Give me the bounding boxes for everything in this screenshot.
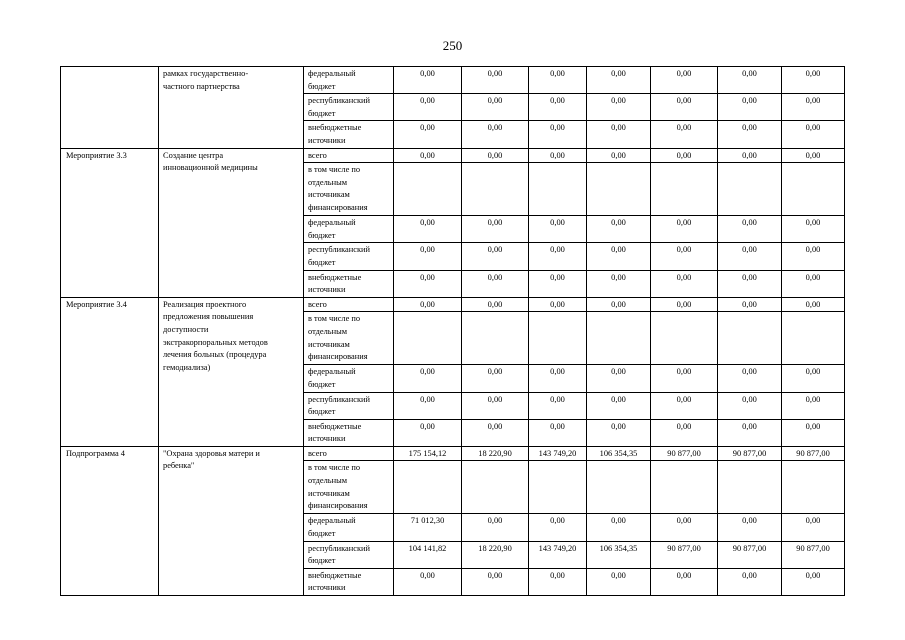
amount-cell: 0,00 (394, 419, 462, 446)
amount-cell: 90 877,00 (651, 541, 718, 568)
amount-cell: 0,00 (651, 67, 718, 94)
amount-cell: 0,00 (718, 419, 782, 446)
amount-cell: 0,00 (651, 243, 718, 270)
amount-cell (529, 312, 587, 365)
amount-cell: 143 749,20 (529, 541, 587, 568)
amount-cell: 0,00 (462, 365, 529, 392)
funding-source: федеральный бюджет (304, 67, 394, 94)
funding-source: федеральный бюджет (304, 216, 394, 243)
amount-cell (587, 461, 651, 514)
amount-cell: 106 354,35 (587, 446, 651, 461)
amount-cell (529, 163, 587, 216)
amount-cell: 0,00 (529, 148, 587, 163)
item-code: Мероприятие 3.3 (61, 148, 159, 297)
amount-cell: 0,00 (651, 216, 718, 243)
amount-cell: 0,00 (718, 67, 782, 94)
amount-cell: 0,00 (394, 365, 462, 392)
amount-cell: 71 012,30 (394, 514, 462, 541)
amount-cell (718, 163, 782, 216)
amount-cell: 0,00 (394, 243, 462, 270)
amount-cell: 0,00 (394, 148, 462, 163)
funding-source: республиканский бюджет (304, 392, 394, 419)
funding-source: в том числе по отдельным источникам финансирования (304, 312, 394, 365)
amount-cell: 0,00 (782, 243, 845, 270)
amount-cell: 90 877,00 (718, 541, 782, 568)
amount-cell: 0,00 (782, 419, 845, 446)
amount-cell: 0,00 (651, 365, 718, 392)
amount-cell: 0,00 (529, 297, 587, 312)
amount-cell (462, 312, 529, 365)
item-name: Создание центра инновационной медицины (159, 148, 304, 297)
amount-cell: 90 877,00 (651, 446, 718, 461)
amount-cell: 0,00 (782, 121, 845, 148)
funding-source: всего (304, 446, 394, 461)
page-number: 250 (442, 38, 463, 53)
funding-source: федеральный бюджет (304, 514, 394, 541)
amount-cell: 90 877,00 (718, 446, 782, 461)
amount-cell: 0,00 (462, 568, 529, 595)
budget-table (60, 66, 845, 596)
amount-cell: 0,00 (587, 270, 651, 297)
amount-cell (651, 163, 718, 216)
amount-cell: 0,00 (718, 216, 782, 243)
amount-cell: 0,00 (462, 297, 529, 312)
amount-cell: 0,00 (718, 392, 782, 419)
item-code: Мероприятие 3.4 (61, 297, 159, 446)
amount-cell: 0,00 (782, 568, 845, 595)
amount-cell: 0,00 (782, 94, 845, 121)
amount-cell: 0,00 (718, 243, 782, 270)
funding-source: внебюджетные источники (304, 270, 394, 297)
amount-cell: 0,00 (587, 148, 651, 163)
amount-cell: 0,00 (782, 392, 845, 419)
amount-cell: 0,00 (782, 270, 845, 297)
amount-cell (782, 163, 845, 216)
amount-cell: 0,00 (462, 67, 529, 94)
item-name: Реализация проектного предложения повышения доступности экстракорпоральных методов лечения больных (процедура гемодиализа) (159, 297, 304, 446)
amount-cell: 0,00 (782, 216, 845, 243)
amount-cell: 0,00 (587, 419, 651, 446)
amount-cell: 0,00 (462, 94, 529, 121)
amount-cell: 90 877,00 (782, 446, 845, 461)
amount-cell: 0,00 (529, 270, 587, 297)
amount-cell: 0,00 (782, 148, 845, 163)
amount-cell: 0,00 (462, 419, 529, 446)
amount-cell: 0,00 (462, 243, 529, 270)
table-row (61, 297, 845, 312)
funding-source: внебюджетные источники (304, 121, 394, 148)
table-row (61, 67, 845, 94)
amount-cell (394, 163, 462, 216)
amount-cell: 0,00 (587, 216, 651, 243)
amount-cell (718, 461, 782, 514)
item-code (61, 67, 159, 149)
amount-cell: 0,00 (782, 365, 845, 392)
amount-cell: 0,00 (529, 568, 587, 595)
amount-cell: 0,00 (718, 514, 782, 541)
amount-cell: 106 354,35 (587, 541, 651, 568)
amount-cell: 0,00 (394, 568, 462, 595)
amount-cell: 0,00 (462, 148, 529, 163)
item-name: "Охрана здоровья матери и ребенка" (159, 446, 304, 595)
amount-cell: 0,00 (394, 94, 462, 121)
amount-cell: 0,00 (782, 514, 845, 541)
amount-cell (782, 461, 845, 514)
funding-source: в том числе по отдельным источникам финансирования (304, 461, 394, 514)
amount-cell: 0,00 (587, 94, 651, 121)
amount-cell: 0,00 (529, 216, 587, 243)
amount-cell: 0,00 (718, 297, 782, 312)
amount-cell: 0,00 (651, 297, 718, 312)
amount-cell: 0,00 (651, 270, 718, 297)
amount-cell (394, 461, 462, 514)
table-body (61, 67, 845, 596)
amount-cell: 0,00 (529, 243, 587, 270)
amount-cell: 104 141,82 (394, 541, 462, 568)
amount-cell: 0,00 (587, 514, 651, 541)
amount-cell: 0,00 (529, 365, 587, 392)
item-name: рамках государственно- частного партнерства (159, 67, 304, 149)
amount-cell: 0,00 (651, 568, 718, 595)
amount-cell: 0,00 (587, 67, 651, 94)
amount-cell: 0,00 (587, 243, 651, 270)
funding-source: республиканский бюджет (304, 541, 394, 568)
amount-cell (529, 461, 587, 514)
amount-cell: 0,00 (394, 270, 462, 297)
amount-cell (462, 461, 529, 514)
amount-cell: 0,00 (529, 67, 587, 94)
amount-cell (651, 461, 718, 514)
item-code: Подпрограмма 4 (61, 446, 159, 595)
amount-cell: 0,00 (718, 148, 782, 163)
amount-cell: 0,00 (394, 67, 462, 94)
funding-source: всего (304, 148, 394, 163)
amount-cell: 0,00 (394, 121, 462, 148)
table-row (61, 446, 845, 461)
amount-cell: 0,00 (462, 514, 529, 541)
amount-cell: 0,00 (587, 568, 651, 595)
funding-source: внебюджетные источники (304, 419, 394, 446)
amount-cell: 0,00 (651, 94, 718, 121)
amount-cell: 175 154,12 (394, 446, 462, 461)
amount-cell: 18 220,90 (462, 541, 529, 568)
amount-cell: 143 749,20 (529, 446, 587, 461)
amount-cell (587, 312, 651, 365)
amount-cell: 0,00 (462, 121, 529, 148)
amount-cell: 0,00 (394, 297, 462, 312)
funding-source: в том числе по отдельным источникам финансирования (304, 163, 394, 216)
amount-cell: 0,00 (587, 121, 651, 148)
amount-cell (651, 312, 718, 365)
funding-source: всего (304, 297, 394, 312)
amount-cell: 0,00 (587, 392, 651, 419)
amount-cell: 0,00 (651, 148, 718, 163)
amount-cell: 0,00 (462, 270, 529, 297)
amount-cell: 0,00 (718, 568, 782, 595)
amount-cell: 0,00 (529, 121, 587, 148)
amount-cell: 0,00 (462, 392, 529, 419)
amount-cell (394, 312, 462, 365)
funding-source: республиканский бюджет (304, 94, 394, 121)
amount-cell: 0,00 (718, 121, 782, 148)
amount-cell (718, 312, 782, 365)
amount-cell: 0,00 (529, 392, 587, 419)
funding-source: внебюджетные источники (304, 568, 394, 595)
funding-source: республиканский бюджет (304, 243, 394, 270)
amount-cell: 0,00 (782, 67, 845, 94)
amount-cell: 0,00 (651, 419, 718, 446)
amount-cell: 0,00 (782, 297, 845, 312)
amount-cell (587, 163, 651, 216)
amount-cell: 0,00 (718, 94, 782, 121)
amount-cell: 0,00 (651, 514, 718, 541)
amount-cell: 0,00 (394, 216, 462, 243)
amount-cell: 0,00 (394, 392, 462, 419)
amount-cell: 0,00 (529, 419, 587, 446)
amount-cell: 0,00 (718, 365, 782, 392)
table-row (61, 148, 845, 163)
amount-cell: 0,00 (651, 121, 718, 148)
amount-cell: 0,00 (718, 270, 782, 297)
amount-cell: 0,00 (529, 94, 587, 121)
amount-cell: 0,00 (462, 216, 529, 243)
amount-cell (462, 163, 529, 216)
amount-cell: 18 220,90 (462, 446, 529, 461)
amount-cell: 0,00 (529, 514, 587, 541)
amount-cell: 0,00 (587, 297, 651, 312)
amount-cell: 90 877,00 (782, 541, 845, 568)
amount-cell (782, 312, 845, 365)
amount-cell: 0,00 (651, 392, 718, 419)
amount-cell: 0,00 (587, 365, 651, 392)
funding-source: федеральный бюджет (304, 365, 394, 392)
